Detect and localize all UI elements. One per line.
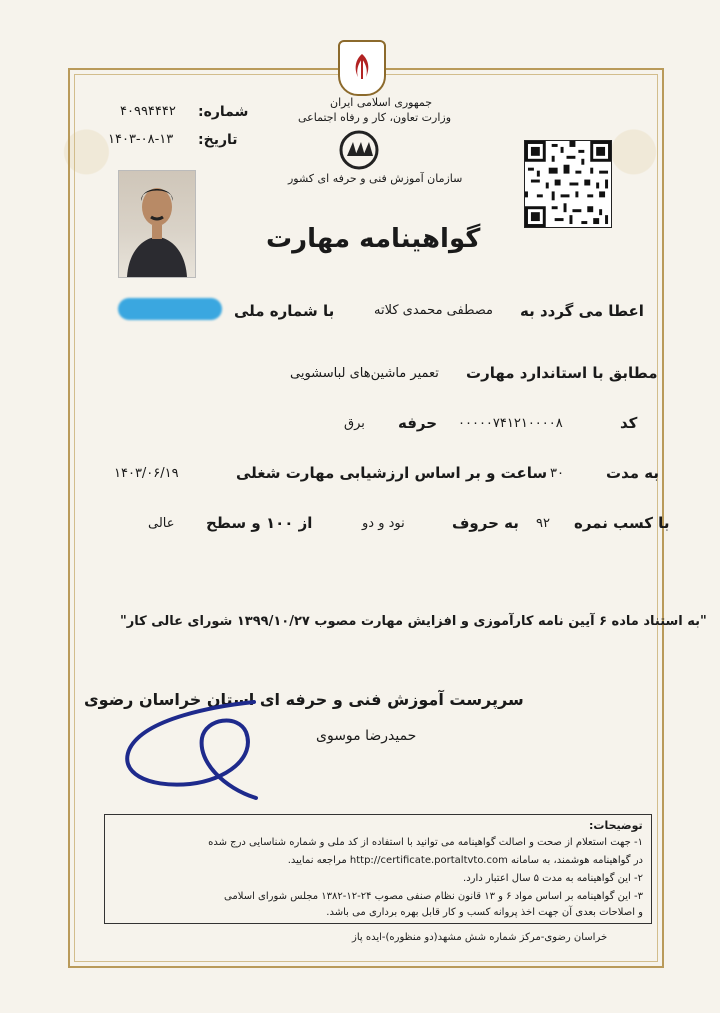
notes-line-1: ۱- جهت استعلام از صحت و اصالت گواهینامه می توانید با استفاده از کد ملی و شماره شناسایی درج شده (208, 837, 643, 848)
standard-label: مطابق با استاندارد مهارت (466, 364, 658, 382)
granted-value: مصطفی محمدی کلاته (374, 303, 493, 318)
level-value: عالی (148, 516, 175, 531)
date-value: ۱۴۰۳-۰۸-۱۳ (108, 132, 174, 147)
header-organization: سازمان آموزش فنی و حرفه ای کشور (288, 172, 463, 185)
footer-center: خراسان رضوی-مرکز شماره شش مشهد(دو منظوره)-ایده پاز (352, 932, 608, 943)
notes-box (104, 814, 652, 924)
signature (106, 688, 286, 818)
letters-label: به حروف (452, 514, 519, 532)
code-label: کد (620, 414, 638, 432)
signatory-name: حمیدرضا موسوی (316, 728, 417, 744)
notes-line-3: ۲- این گواهینامه به مدت ۵ سال اعتبار دارد. (463, 873, 643, 884)
emblem-icon (338, 40, 386, 96)
header-country: جمهوری اسلامی ایران (330, 96, 433, 109)
score-label: با کسب نمره (574, 514, 670, 532)
granted-label: اعطا می گردد به (520, 302, 644, 320)
holder-photo (118, 170, 196, 278)
number-label: شماره: (198, 104, 249, 120)
letters-value: نود و دو (362, 516, 405, 531)
certificate-title: گواهینامه مهارت (266, 224, 481, 254)
out-of-label: از ۱۰۰ و سطح (206, 514, 313, 532)
hours-text: ساعت و بر اساس ارزشیابی مهارت شغلی (236, 464, 548, 482)
notes-heading: توضیحات: (589, 819, 643, 832)
trade-value: برق (344, 416, 365, 431)
notes-line-2: در گواهینامه هوشمند، به سامانه http://certificate.portaltvto.com مراجعه نمایید. (287, 855, 643, 866)
date-label: تاریخ: (198, 132, 238, 148)
redacted-national-id (118, 298, 222, 320)
tvto-logo-icon (336, 130, 382, 170)
header-ministry: وزارت تعاون، کار و رفاه اجتماعی (298, 111, 452, 124)
score-value: ۹۲ (536, 516, 550, 531)
code-value: ۰۰۰۰۰۷۴۱۲۱۰۰۰۰۸ (458, 416, 563, 431)
duration-value: ۳۰ (550, 466, 564, 481)
duration-label: به مدت (606, 464, 659, 482)
regulation-text: "به استناد ماده ۶ آیین نامه کارآموزی و افزایش مهارت مصوب ۱۳۹۹/۱۰/۲۷ شورای عالی کار" (120, 614, 707, 629)
national-id-label: با شماره ملی (234, 302, 335, 320)
assessment-date: ۱۴۰۳/۰۶/۱۹ (114, 466, 179, 481)
trade-label: حرفه (398, 414, 438, 432)
signatory-title: سرپرست آموزش فنی و حرفه ای استان خراسان رضوی (84, 690, 524, 709)
qr-code (524, 140, 612, 228)
number-value: ۴۰۹۹۴۴۴۲ (120, 104, 176, 119)
notes-line-5: و اصلاحات بعدی آن جهت اخذ پروانه کسب و کار قابل بهره برداری می باشد. (326, 907, 643, 918)
notes-line-4: ۳- این گواهینامه بر اساس مواد ۶ و ۱۳ قانون نظام صنفی مصوب ۲۴-۱۲-۱۳۸۲ مجلس شورای اسلامی (224, 891, 643, 902)
standard-value: تعمیر ماشین‌های لباسشویی (290, 366, 439, 381)
